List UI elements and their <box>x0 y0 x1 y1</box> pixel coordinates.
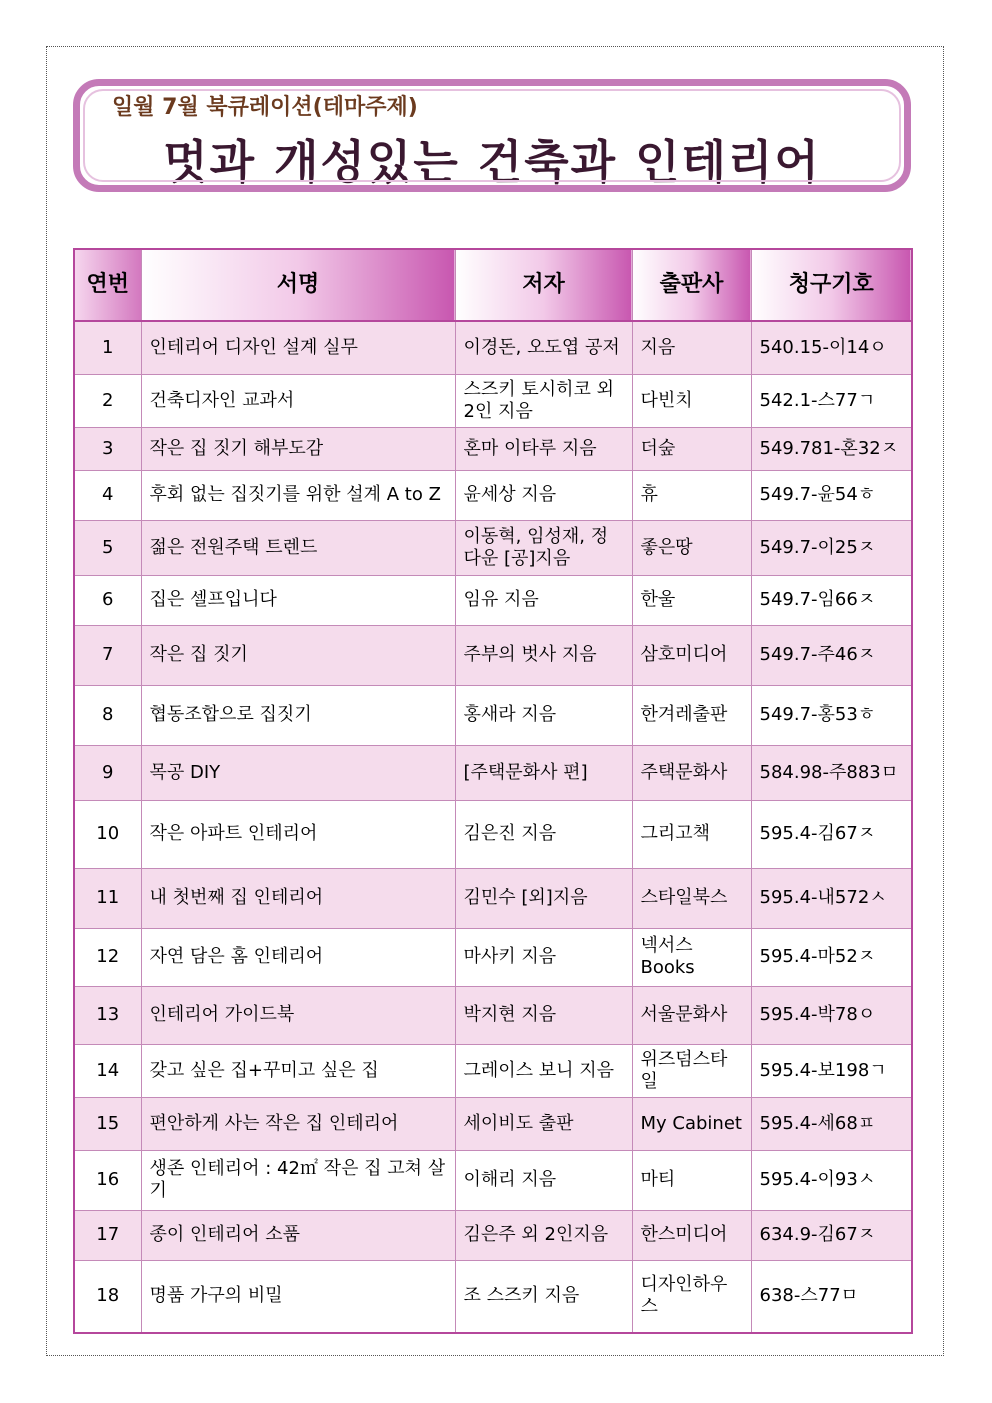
cell-call-number: 595.4-이93ㅅ <box>751 1150 912 1210</box>
table-row <box>74 1150 912 1210</box>
cell-number: 11 <box>74 868 141 928</box>
cell-publisher: 마티 <box>632 1150 751 1210</box>
book-list-table <box>73 248 913 1334</box>
cell-publisher: 지음 <box>632 321 751 374</box>
cell-number: 12 <box>74 928 141 986</box>
cell-publisher: 좋은땅 <box>632 520 751 575</box>
cell-number: 14 <box>74 1044 141 1097</box>
table-row <box>74 1044 912 1097</box>
cell-publisher: 넥서스Books <box>632 928 751 986</box>
cell-publisher: 한울 <box>632 575 751 625</box>
cell-title: 편안하게 사는 작은 집 인테리어 <box>141 1097 455 1150</box>
cell-author: 그레이스 보니 지음 <box>455 1044 632 1097</box>
cell-call-number: 549.7-윤54ㅎ <box>751 470 912 520</box>
cell-number: 10 <box>74 800 141 868</box>
cell-title: 생존 인테리어 : 42㎡ 작은 집 고쳐 살기 <box>141 1150 455 1210</box>
cell-title: 인테리어 디자인 설계 실무 <box>141 321 455 374</box>
table-row <box>74 800 912 868</box>
cell-number: 1 <box>74 321 141 374</box>
cell-title: 작은 집 짓기 해부도감 <box>141 427 455 470</box>
cell-publisher: 한겨레출판 <box>632 685 751 745</box>
cell-number: 4 <box>74 470 141 520</box>
cell-author: 홍새라 지음 <box>455 685 632 745</box>
cell-call-number: 595.4-내572ㅅ <box>751 868 912 928</box>
cell-author: 조 스즈키 지음 <box>455 1260 632 1333</box>
cell-number: 9 <box>74 745 141 800</box>
cell-publisher: 서울문화사 <box>632 986 751 1044</box>
cell-number: 6 <box>74 575 141 625</box>
cell-call-number: 540.15-이14ㅇ <box>751 321 912 374</box>
table-row <box>74 868 912 928</box>
table-row <box>74 520 912 575</box>
cell-publisher: 주택문화사 <box>632 745 751 800</box>
curation-subtitle: 일월 7월 북큐레이션(테마주제) <box>112 95 418 120</box>
cell-author: 이해리 지음 <box>455 1150 632 1210</box>
cell-publisher: 디자인하우스 <box>632 1260 751 1333</box>
cell-call-number: 584.98-주883ㅁ <box>751 745 912 800</box>
cell-author: 윤세상 지음 <box>455 470 632 520</box>
cell-author: 김은주 외 2인지음 <box>455 1210 632 1260</box>
cell-title: 갖고 싶은 집+꾸미고 싶은 집 <box>141 1044 455 1097</box>
table-row <box>74 1260 912 1333</box>
table-row <box>74 745 912 800</box>
cell-author: 세이비도 출판 <box>455 1097 632 1150</box>
cell-title: 종이 인테리어 소품 <box>141 1210 455 1260</box>
cell-publisher: 한스미디어 <box>632 1210 751 1260</box>
cell-title: 건축디자인 교과서 <box>141 374 455 427</box>
cell-publisher: 위즈덤스타일 <box>632 1044 751 1097</box>
cell-call-number: 595.4-김67ㅈ <box>751 800 912 868</box>
table-row <box>74 928 912 986</box>
cell-number: 5 <box>74 520 141 575</box>
cell-author: 혼마 이타루 지음 <box>455 427 632 470</box>
cell-call-number: 549.7-홍53ㅎ <box>751 685 912 745</box>
cell-publisher: 다빈치 <box>632 374 751 427</box>
cell-author: 김은진 지음 <box>455 800 632 868</box>
table-row <box>74 685 912 745</box>
cell-title: 명품 가구의 비밀 <box>141 1260 455 1333</box>
cell-call-number: 549.781-혼32ㅈ <box>751 427 912 470</box>
cell-call-number: 595.4-마52ㅈ <box>751 928 912 986</box>
cell-call-number: 549.7-주46ㅈ <box>751 625 912 685</box>
column-header-call-number: 청구기호 <box>751 249 912 321</box>
cell-author: 주부의 벗사 지음 <box>455 625 632 685</box>
cell-title: 작은 집 짓기 <box>141 625 455 685</box>
cell-author: 이동혁, 임성재, 정다운 [공]지음 <box>455 520 632 575</box>
cell-title: 후회 없는 집짓기를 위한 설계 A to Z <box>141 470 455 520</box>
cell-call-number: 542.1-스77ㄱ <box>751 374 912 427</box>
column-header-number: 연번 <box>74 249 141 321</box>
cell-title: 내 첫번째 집 인테리어 <box>141 868 455 928</box>
cell-title: 목공 DIY <box>141 745 455 800</box>
table-row <box>74 625 912 685</box>
cell-call-number: 595.4-세68ㅍ <box>751 1097 912 1150</box>
cell-number: 8 <box>74 685 141 745</box>
cell-publisher: 스타일북스 <box>632 868 751 928</box>
cell-number: 15 <box>74 1097 141 1150</box>
column-header-title: 서명 <box>141 249 455 321</box>
table-row <box>74 427 912 470</box>
cell-publisher: 휴 <box>632 470 751 520</box>
cell-author: 박지현 지음 <box>455 986 632 1044</box>
cell-call-number: 549.7-임66ㅈ <box>751 575 912 625</box>
cell-publisher: 그리고책 <box>632 800 751 868</box>
cell-number: 2 <box>74 374 141 427</box>
cell-author: 스즈키 토시히코 외 2인 지음 <box>455 374 632 427</box>
page-title: 멋과 개성있는 건축과 인테리어 <box>163 135 821 189</box>
cell-title: 집은 셀프입니다 <box>141 575 455 625</box>
cell-publisher: My Cabinet <box>632 1097 751 1150</box>
table-row <box>74 321 912 374</box>
cell-publisher: 더숲 <box>632 427 751 470</box>
title-banner <box>73 79 911 192</box>
column-header-publisher: 출판사 <box>632 249 751 321</box>
cell-number: 13 <box>74 986 141 1044</box>
cell-author: 김민수 [외]지음 <box>455 868 632 928</box>
table-row <box>74 374 912 427</box>
cell-number: 17 <box>74 1210 141 1260</box>
table-row <box>74 470 912 520</box>
cell-call-number: 638-스77ㅁ <box>751 1260 912 1333</box>
table-row <box>74 986 912 1044</box>
cell-number: 16 <box>74 1150 141 1210</box>
table-row <box>74 575 912 625</box>
cell-author: 이경돈, 오도엽 공저 <box>455 321 632 374</box>
table-header-row <box>74 249 912 321</box>
cell-author: [주택문화사 편] <box>455 745 632 800</box>
cell-author: 임유 지음 <box>455 575 632 625</box>
cell-title: 자연 담은 홈 인테리어 <box>141 928 455 986</box>
cell-call-number: 595.4-박78ㅇ <box>751 986 912 1044</box>
cell-call-number: 595.4-보198ㄱ <box>751 1044 912 1097</box>
table-row <box>74 1097 912 1150</box>
cell-call-number: 634.9-김67ㅈ <box>751 1210 912 1260</box>
cell-number: 7 <box>74 625 141 685</box>
cell-number: 3 <box>74 427 141 470</box>
table-row <box>74 1210 912 1260</box>
cell-call-number: 549.7-이25ㅈ <box>751 520 912 575</box>
cell-title: 인테리어 가이드북 <box>141 986 455 1044</box>
column-header-author: 저자 <box>455 249 632 321</box>
cell-number: 18 <box>74 1260 141 1333</box>
cell-title: 협동조합으로 집짓기 <box>141 685 455 745</box>
cell-title: 젊은 전원주택 트렌드 <box>141 520 455 575</box>
cell-title: 작은 아파트 인테리어 <box>141 800 455 868</box>
cell-publisher: 삼호미디어 <box>632 625 751 685</box>
cell-author: 마사키 지음 <box>455 928 632 986</box>
